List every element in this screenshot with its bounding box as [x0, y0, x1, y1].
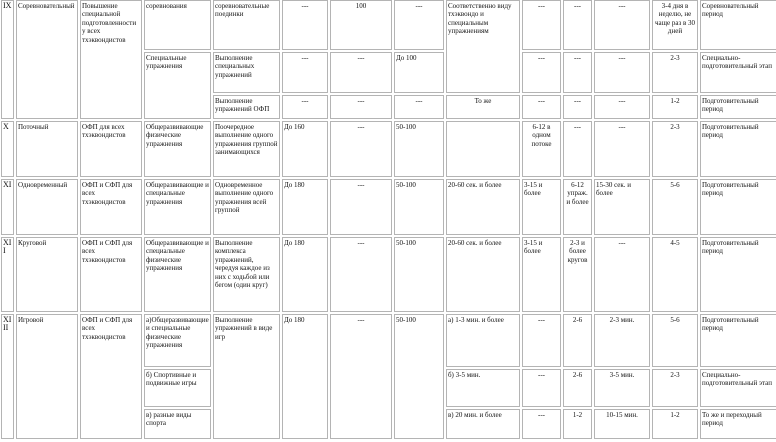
table-cell: 50-100 — [394, 121, 444, 177]
table-cell: 20-60 сек. и более — [446, 237, 520, 312]
table-cell: 1-2 — [652, 409, 698, 439]
table-cell: 3-5 мин. — [594, 369, 650, 407]
table-cell: 2-3 — [652, 369, 698, 407]
table-cell: XIII — [1, 314, 14, 439]
table-cell: Выполнение упражнений ОФП — [213, 95, 280, 119]
table-cell: XII — [1, 237, 14, 312]
table-row — [1, 179, 776, 235]
table-cell: ОФП и СФП для всех тхэквондистов — [80, 314, 142, 439]
table-cell: Выполнение комплекса упражнений, чередуя каждое из них с ходьбой или бегом (один круг) — [213, 237, 280, 312]
table-row — [1, 237, 776, 312]
table-cell: --- — [522, 369, 561, 407]
table-cell: До 180 — [282, 237, 328, 312]
table-cell: --- — [282, 95, 328, 119]
table-cell: 2-6 — [563, 314, 592, 367]
table-cell: --- — [330, 95, 392, 119]
table-cell: --- — [594, 237, 650, 312]
table-cell: б) 3-5 мин. — [446, 369, 520, 407]
table-cell: --- — [522, 409, 561, 439]
table-cell: 15-30 сек. и более — [594, 179, 650, 235]
table-cell: Поочередное выполнение одного упражнения группой занимающихся — [213, 121, 280, 177]
table-cell — [446, 121, 520, 177]
table-cell: 6-12 в одном потоке — [522, 121, 561, 177]
table-cell: Повышение специальной подготовленности у всех тхэквондистов — [80, 0, 142, 119]
table-cell: Одновременное выполнение одного упражнения всей группой — [213, 179, 280, 235]
table-cell: Подготовительный период — [700, 95, 776, 119]
table-cell: Общеразвивающие физические упражнения — [144, 121, 211, 177]
table-cell: 4-5 — [652, 237, 698, 312]
table-cell: --- — [563, 95, 592, 119]
table-cell: Соревновательный период — [700, 0, 776, 50]
table-cell: ОФП и СФП для всех тхэквондистов — [80, 179, 142, 235]
table-cell: Выполнение упражнений в виде игр — [213, 314, 280, 439]
table-cell: --- — [330, 121, 392, 177]
table-cell: ОФП для всех тхэквондистов — [80, 121, 142, 177]
table-cell: 1-2 — [563, 409, 592, 439]
table-cell: 10-15 мин. — [594, 409, 650, 439]
table-row — [1, 0, 776, 50]
table-cell: То же — [446, 95, 520, 119]
table-cell: XI — [1, 179, 14, 235]
table-cell: соревновательные поединки — [213, 0, 280, 50]
table-cell: 6-12 упраж. и более — [563, 179, 592, 235]
table-cell: 5-6 — [652, 179, 698, 235]
table-cell: --- — [330, 237, 392, 312]
table-cell: --- — [394, 95, 444, 119]
table-cell: в) 20 мин. и более — [446, 409, 520, 439]
table-cell: --- — [330, 52, 392, 93]
table-cell: соревнования — [144, 0, 211, 50]
table-cell: 2-3 — [652, 52, 698, 93]
table-cell: Соревновательный — [16, 0, 78, 119]
table-cell: а) 1-3 мин. и более — [446, 314, 520, 367]
table-cell: --- — [282, 0, 328, 50]
table-cell: --- — [563, 0, 592, 50]
table-cell: --- — [522, 0, 561, 50]
table-cell: --- — [594, 121, 650, 177]
table-cell: --- — [563, 121, 592, 177]
table-cell: До 160 — [282, 121, 328, 177]
table-cell: --- — [522, 52, 561, 93]
table-cell: 50-100 — [394, 314, 444, 439]
table-cell: 100 — [330, 0, 392, 50]
table-cell: --- — [330, 314, 392, 439]
table-cell: 2-3 мин. — [594, 314, 650, 367]
table-cell: Подготовительный период — [700, 121, 776, 177]
table-cell: 3-4 дня в неделю, не чаще раз в 30 дней — [652, 0, 698, 50]
table-cell: 50-100 — [394, 179, 444, 235]
table-row — [1, 121, 776, 177]
table-cell: --- — [522, 95, 561, 119]
table-cell: ОФП и СФП для всех тхэквондистов — [80, 237, 142, 312]
table-cell: Общеразвивающие и специальные физические упражнения — [144, 237, 211, 312]
table-cell: --- — [563, 52, 592, 93]
table-row — [1, 314, 776, 367]
table-cell: Одновременный — [16, 179, 78, 235]
table-cell: Специально-подготовительный этап — [700, 52, 776, 93]
table-cell: Общеразвивающие и специальные упражнения — [144, 179, 211, 235]
table-cell: Выполнение специальных упражнений — [213, 52, 280, 93]
table-cell: IX — [1, 0, 14, 119]
table-cell: --- — [522, 314, 561, 367]
table-cell: Соответственно виду тхэквондо и специальным упражнениям — [446, 0, 520, 93]
table-cell: Игровой — [16, 314, 78, 439]
table-cell: --- — [394, 0, 444, 50]
table-cell: --- — [330, 179, 392, 235]
table-cell: а)Общеразвивающие и специальные физические упражнения — [144, 314, 211, 367]
table-cell: До 180 — [282, 179, 328, 235]
table-cell: --- — [282, 52, 328, 93]
table-cell: Специальные упражнения — [144, 52, 211, 119]
table-cell: 2-3 — [652, 121, 698, 177]
table-cell: Круговой — [16, 237, 78, 312]
table-cell: 5-6 — [652, 314, 698, 367]
table-cell: 3-15 и более — [522, 237, 561, 312]
table-cell: 2-3 и более кругов — [563, 237, 592, 312]
table-cell: б) Спортивные и подвижные игры — [144, 369, 211, 407]
table-cell: --- — [594, 0, 650, 50]
table-cell: Специально-подготовительный этап — [700, 369, 776, 407]
table-cell: --- — [594, 95, 650, 119]
table-cell: До 180 — [282, 314, 328, 439]
table-cell: Поточный — [16, 121, 78, 177]
table-cell: 20-60 сек. и более — [446, 179, 520, 235]
table-cell: До 100 — [394, 52, 444, 93]
table-cell: 3-15 и более — [522, 179, 561, 235]
table-cell: 50-100 — [394, 237, 444, 312]
table-cell: X — [1, 121, 14, 177]
table-cell: в) разные виды спорта — [144, 409, 211, 439]
table-cell: То же и переходный период — [700, 409, 776, 439]
table-cell: Подготовительный период — [700, 237, 776, 312]
table-cell: Подготовительный период — [700, 179, 776, 235]
table-cell: Подготовительный период — [700, 314, 776, 367]
table-cell: 1-2 — [652, 95, 698, 119]
table-cell: --- — [594, 52, 650, 93]
table-cell: 2-6 — [563, 369, 592, 407]
